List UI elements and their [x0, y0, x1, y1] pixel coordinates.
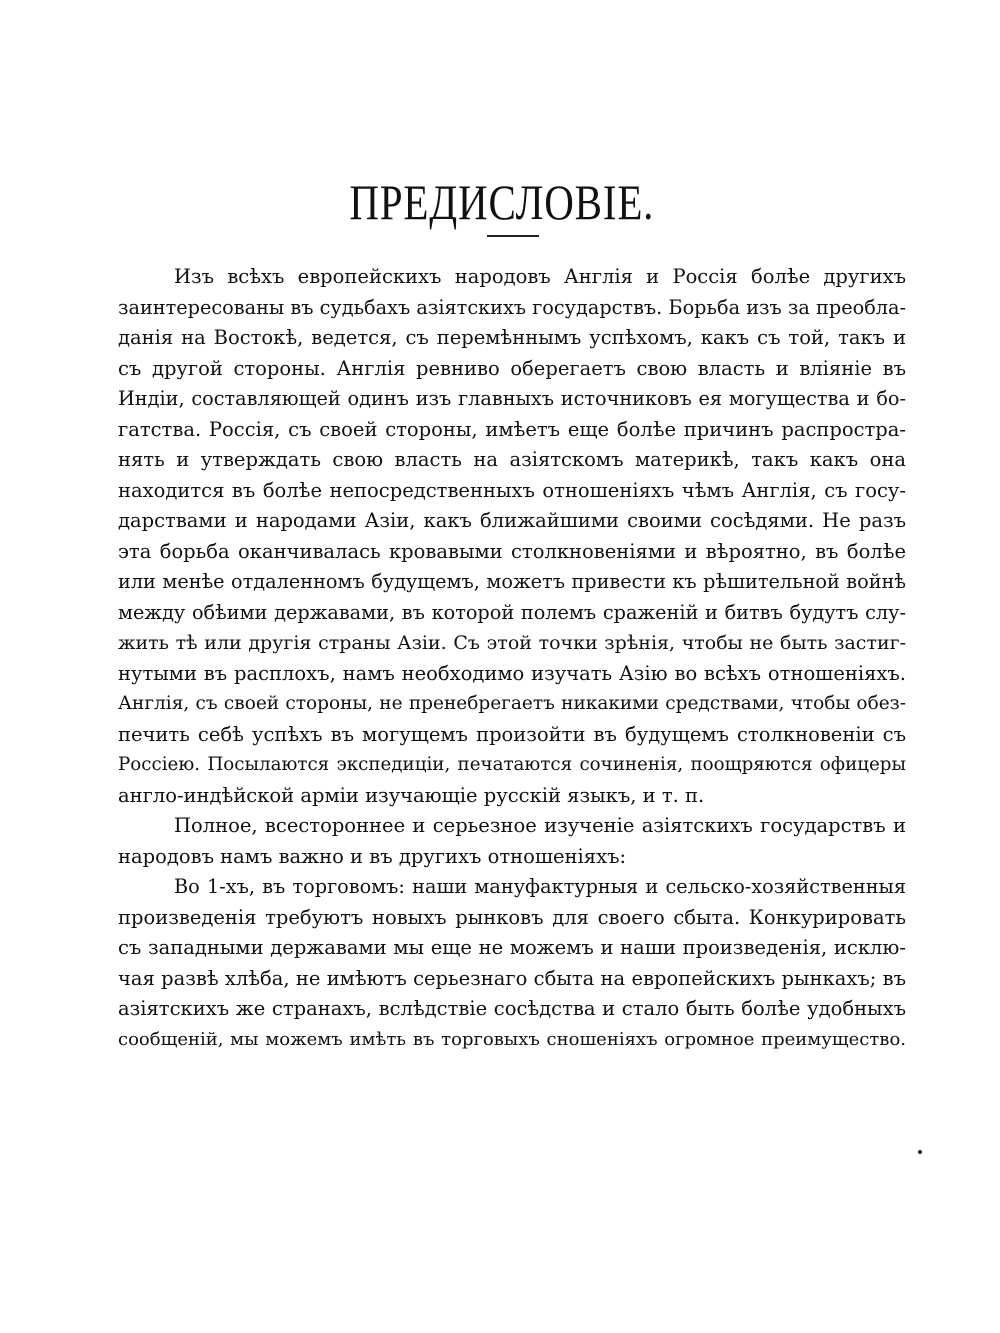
body-text [118, 262, 906, 1055]
text-line: народовъ намъ важно и въ другихъ отношеніяхъ: [118, 844, 627, 868]
text-line: Полное, всестороннее и серьезное изученіе азіятскихъ государствъ и [174, 814, 906, 837]
text-line: находится въ болѣе непосредственныхъ отношеніяхъ чѣмъ Англія, съ госу- [118, 478, 906, 502]
text-line: чая развѣ хлѣба, не имѣютъ серьезнаго сбыта на европейскихъ рынкахъ; въ [118, 966, 906, 990]
text-line: азіятскихъ же странахъ, вслѣдствіе сосѣдства и стало быть болѣе удобныхъ [118, 997, 906, 1020]
text-line: произведенія требуютъ новыхъ рынковъ для своего сбыта. Конкурировать [118, 905, 906, 929]
text-line: нять и утверждать свою власть на азіятскомъ материкѣ, такъ какъ она [118, 448, 906, 471]
page-title: ПРЕДИСЛОВІЕ. [349, 174, 655, 230]
text-line: эта борьба оканчивалась кровавыми столкновеніями и вѣроятно, въ болѣе [118, 539, 906, 563]
text-line: жить тѣ или другія страны Азіи. Съ этой точки зрѣнія, чтобы не быть застиг- [118, 632, 906, 654]
text-line: сообщеній, мы можемъ имѣть въ торговыхъ сношеніяхъ огромное преимущество. [118, 1028, 906, 1050]
text-line: Англія, съ своей стороны, не пренебрегаетъ никакими средствами, чтобы обез- [118, 693, 906, 714]
text-line: англо-индѣйской арміи изучающіе русскій языкъ, и т. п. [118, 783, 705, 807]
text-line: Россіею. Посылаются экспедиціи, печатаются сочиненія, поощряются офицеры [118, 754, 906, 775]
text-line: Во 1-хъ, въ торговомъ: наши мануфактурныя и сельско-хозяйственныя [174, 875, 906, 898]
title-divider [487, 235, 539, 237]
text-line: съ другой стороны. Англія ревниво оберегаетъ свою власть и вліяніе въ [118, 356, 906, 380]
paragraph-1 [118, 262, 906, 811]
paragraph-3 [118, 872, 906, 1055]
text-line: или менѣе отдаленномъ будущемъ, можетъ привести къ рѣшительной войнѣ [118, 570, 906, 593]
text-line: нутыми въ расплохъ, намъ необходимо изучать Азію во всѣхъ отношеніяхъ. [118, 661, 906, 685]
text-line: между обѣими державами, въ которой полемъ сраженій и битвъ будутъ слу- [118, 600, 906, 624]
text-line: заинтересованы въ судьбахъ азіятскихъ государствъ. Борьба изъ за преобла- [118, 295, 906, 319]
scan-speck [918, 1150, 922, 1154]
text-line: данія на Востокѣ, ведется, съ перемѣннымъ успѣхомъ, какъ съ той, такъ и [118, 326, 906, 349]
text-line: Изъ всѣхъ европейскихъ народовъ Англія и Россія болѣе другихъ [174, 265, 906, 288]
paragraph-2 [118, 811, 906, 872]
text-line: печить себѣ успѣхъ въ могущемъ произойти въ будущемъ столкновеніи съ [118, 722, 906, 746]
text-line: дарствами и народами Азіи, какъ ближайшими своими сосѣдями. Не разъ [118, 509, 906, 532]
text-line: съ западными державами мы еще не можемъ и наши произведенія, исклю- [118, 936, 906, 959]
text-line: гатства. Россія, съ своей стороны, имѣетъ еще болѣе причинъ распростра- [118, 417, 906, 441]
text-line: Индіи, составляющей одинъ изъ главныхъ источниковъ ея могущества и бо- [118, 387, 906, 410]
